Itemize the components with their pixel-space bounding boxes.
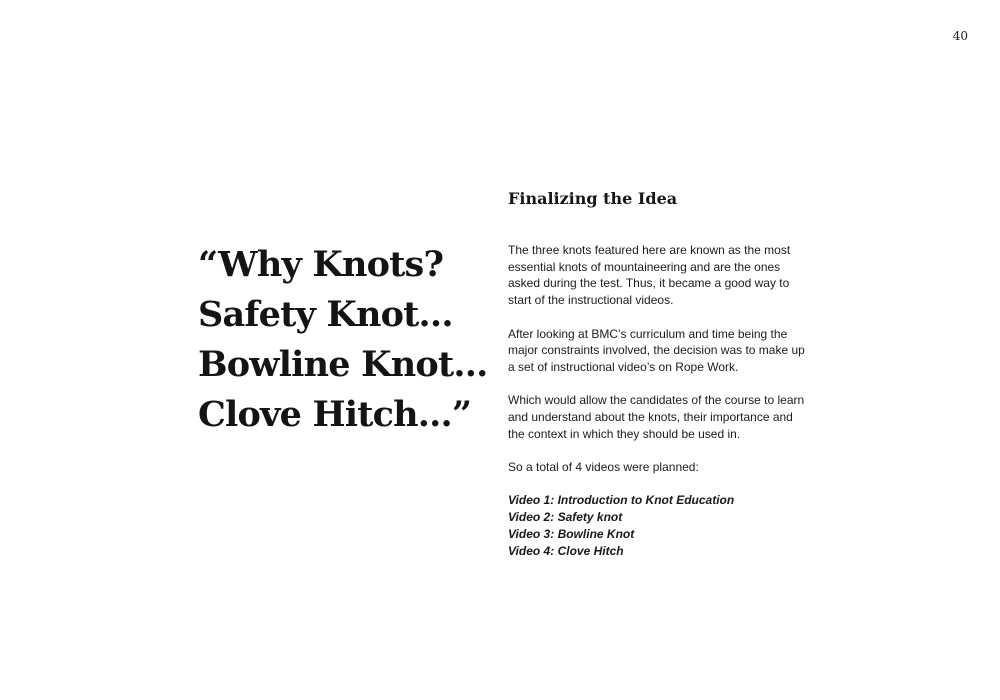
quote-line: Clove Hitch...” (198, 394, 472, 435)
section-title: Finalizing the Idea (508, 189, 678, 208)
video-list-item: Video 3: Bowline Knot (508, 526, 635, 541)
quote-line: “Why Knots? (198, 244, 444, 285)
pull-quote (198, 240, 498, 440)
text-column (508, 186, 818, 559)
body-text (508, 242, 818, 559)
page-number: 40 (952, 29, 968, 43)
video-list (508, 492, 818, 559)
quote-line: Bowline Knot... (198, 344, 488, 385)
paragraph: So a total of 4 videos were planned: (508, 460, 699, 475)
paragraph: The three knots featured here are known as the most essential knots of mountaineering and are the ones asked during the test. Thus, it became a good way to start of the instructional videos. (508, 243, 791, 308)
paragraph: After looking at BMC’s curriculum and time being the major constraints involved, the decision was to make up a set of instructional video’s on Rope Work. (508, 326, 805, 374)
quote-line: Safety Knot... (198, 294, 453, 335)
video-list-item: Video 1: Introduction to Knot Education (508, 493, 735, 508)
video-list-item: Video 4: Clove Hitch (508, 543, 624, 558)
paragraph: Which would allow the candidates of the course to learn and understand about the knots, their importance and the context in which they should be used in. (508, 393, 805, 441)
video-list-item: Video 2: Safety knot (508, 510, 623, 525)
